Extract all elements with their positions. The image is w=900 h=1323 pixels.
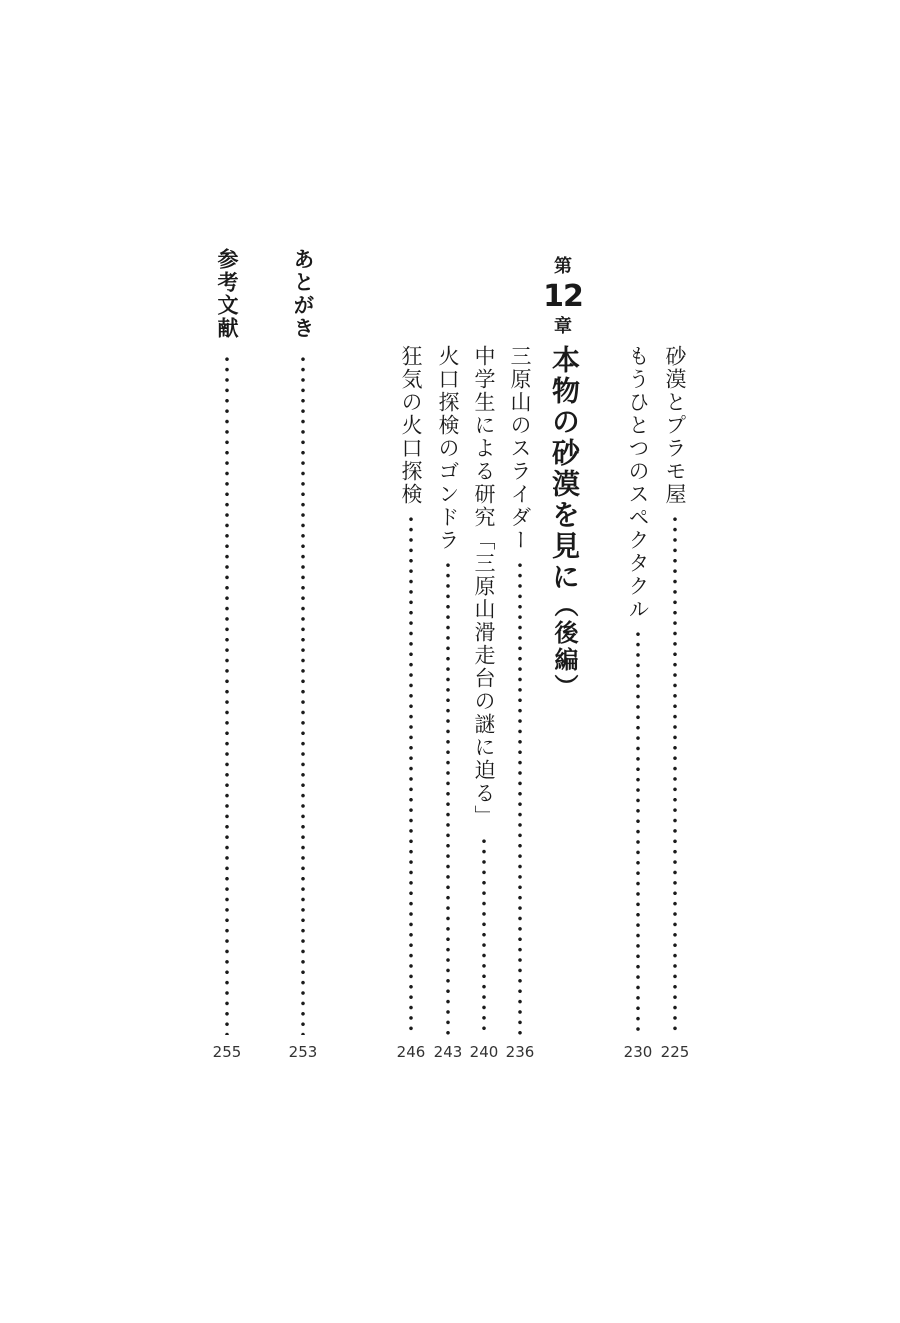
toc-entry [469, 345, 499, 1035]
toc-entry-page: 243 [433, 1043, 463, 1061]
dot-leader [301, 354, 305, 1035]
toc-entry-title: 三原山のスライダー [508, 345, 532, 552]
dot-leader [409, 514, 413, 1035]
toc-entry [396, 345, 426, 1035]
toc-entry-page: 230 [623, 1043, 653, 1061]
dot-leader [225, 354, 229, 1035]
toc-entry-references [212, 248, 242, 1035]
toc-entry-page: 255 [212, 1043, 242, 1061]
toc-entry-title: 参考文献 [215, 248, 239, 340]
toc-entry-page: 225 [660, 1043, 690, 1061]
toc-entry-page: 246 [396, 1043, 426, 1061]
chapter-title-sub: （後編） [550, 593, 578, 701]
toc-entry [623, 345, 653, 1035]
chapter-prefix: 第 [554, 256, 572, 277]
dot-leader [636, 629, 640, 1035]
toc-entry-title: もうひとつのスペクタクル [626, 345, 650, 621]
toc-entry-title: 中学生による研究「三原山滑走台の謎に迫る」 [472, 345, 496, 828]
toc-entry-title: 砂漠とプラモ屋 [663, 345, 687, 506]
dot-leader [673, 514, 677, 1035]
dot-leader [518, 560, 522, 1035]
toc-entry-page: 253 [288, 1043, 318, 1061]
toc-entry-page: 236 [505, 1043, 535, 1061]
dot-leader [482, 836, 486, 1035]
toc-entry [660, 345, 690, 1035]
chapter-number: 12 [543, 279, 583, 314]
toc-entry-title: 狂気の火口探検 [399, 345, 423, 506]
toc-entry [505, 345, 535, 1035]
toc-entry-title: 火口探検のゴンドラ [436, 345, 460, 552]
dot-leader [446, 560, 450, 1035]
chapter-title [544, 345, 584, 701]
toc-entry-afterword [288, 248, 318, 1035]
chapter-title-main: 本物の砂漠を見に [548, 345, 581, 593]
chapter-number-mark [540, 255, 586, 339]
toc-entry-title: あとがき [291, 248, 315, 340]
toc-entry [433, 345, 463, 1035]
toc-entry-page: 240 [469, 1043, 499, 1061]
chapter-suffix: 章 [554, 316, 572, 337]
